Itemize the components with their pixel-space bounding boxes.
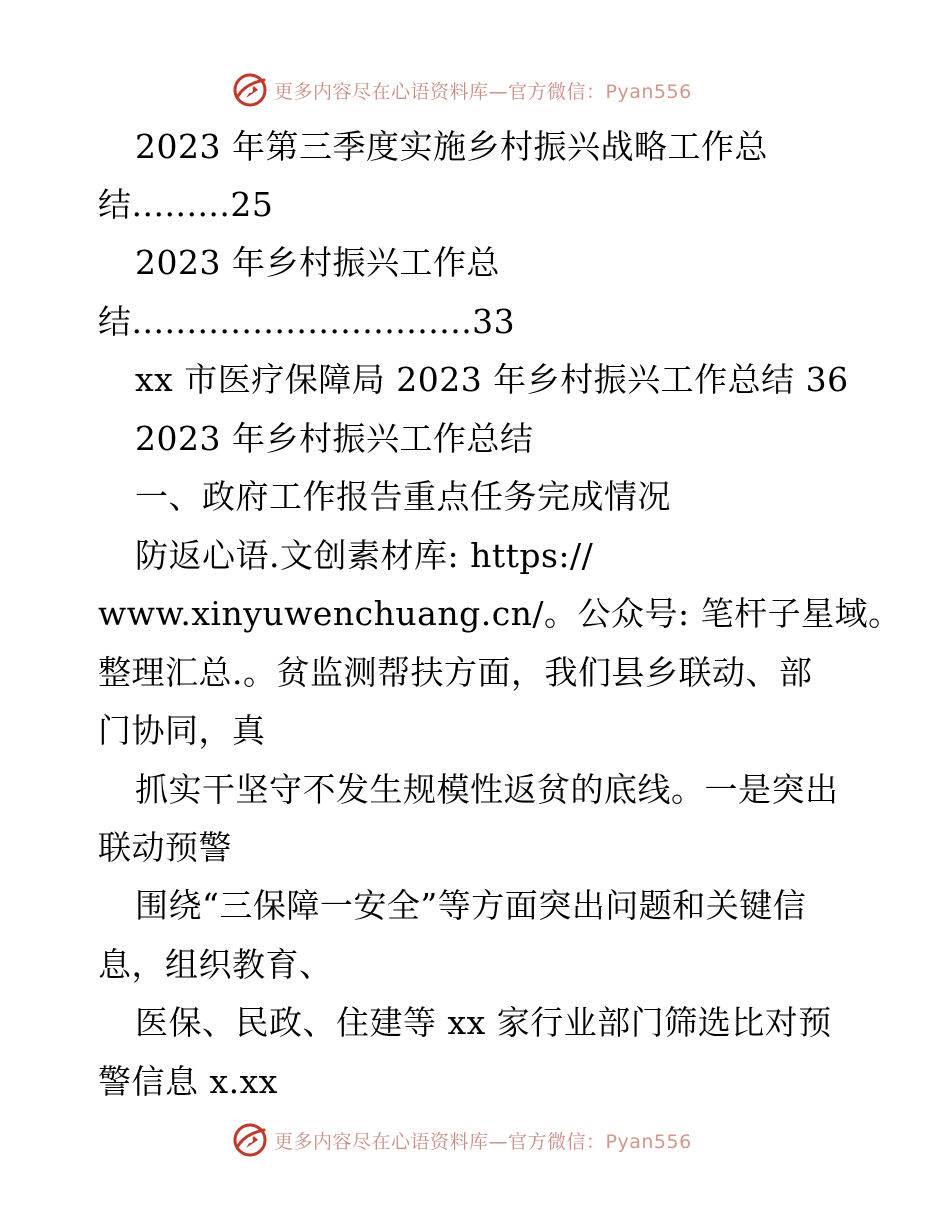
body-line: 整理汇总.。贫监测帮扶方面，我们县乡联动、部 — [98, 653, 813, 692]
toc-line: 结...............................33 — [98, 302, 516, 341]
toc-line: 2023 年乡村振兴工作总 — [135, 243, 500, 282]
body-line: 抓实干坚守不发生规模性返贫的底线。一是突出 — [135, 770, 839, 809]
watermark-text: 更多内容尽在心语资料库—官方微信：Pyan556 — [274, 80, 692, 103]
toc-line: 2023 年第三季度实施乡村振兴战略工作总 — [135, 127, 768, 166]
section-heading: 一、政府工作报告重点任务完成情况 — [135, 477, 671, 516]
toc-line: xx 市医疗保障局 2023 年乡村振兴工作总结 36 — [135, 360, 849, 399]
brand-logo-icon — [232, 72, 268, 108]
body-line: 联动预警 — [98, 828, 232, 867]
body-line: 息，组织教育、 — [98, 945, 333, 984]
watermark-text: 更多内容尽在心语资料库—官方微信：Pyan556 — [274, 1130, 692, 1153]
header-watermark — [232, 70, 692, 110]
body-line: 医保、民政、住建等 xx 家行业部门筛选比对预 — [135, 1003, 832, 1042]
toc-line: 结.........25 — [98, 185, 274, 224]
body-line: 围绕“三保障一安全”等方面突出问题和关键信 — [135, 886, 807, 925]
body-line: 防返心语.文创素材库: https:// — [135, 536, 594, 575]
body-line: www.xinyuwenchuang.cn/。公众号: 笔杆子星域。 — [98, 594, 902, 633]
brand-logo-icon — [232, 1122, 268, 1158]
body-line: 门协同，真 — [98, 711, 266, 750]
body-line: 警信息 x.xx — [98, 1062, 278, 1101]
footer-watermark — [232, 1120, 692, 1160]
section-title: 2023 年乡村振兴工作总结 — [135, 419, 534, 458]
